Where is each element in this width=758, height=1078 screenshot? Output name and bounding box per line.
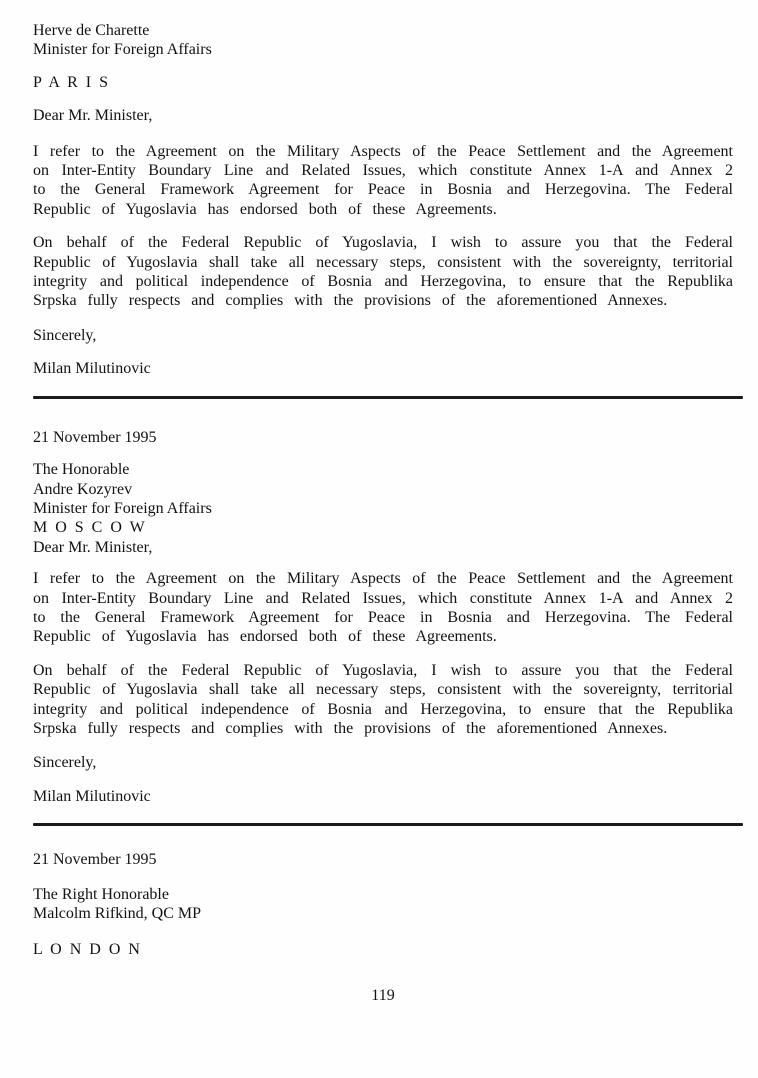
letter-moscow bbox=[33, 428, 733, 807]
recipient-title: Minister for Foreign Affairs bbox=[33, 41, 212, 59]
city-line: P A R I S bbox=[33, 73, 110, 91]
city-line: L O N D O N bbox=[33, 941, 142, 959]
page-number: 119 bbox=[371, 986, 395, 1004]
date-line: 21 November 1995 bbox=[33, 428, 157, 446]
recipient-name: Herve de Charette bbox=[33, 22, 150, 39]
recipient-block bbox=[33, 460, 733, 557]
body-paragraph: I refer to the Agreement on the Military Aspects of the Peace Settlement and the Agreement on Inter-Entity Boundary Line and Related Issues, which constitute Annex 1-A and Annex 2 to the General Framework Agreement for Peace in Bosnia and Herzegovina. The Federal Republic of Yugoslavia has endorsed both of these Agreements. bbox=[33, 142, 733, 218]
letter-paris bbox=[33, 21, 733, 379]
city-line: M O S C O W bbox=[33, 519, 147, 537]
letter-london bbox=[33, 850, 733, 960]
salutation: Dear Mr. Minister, bbox=[33, 107, 153, 125]
closing: Sincerely, bbox=[33, 326, 97, 344]
recipient-honorific: The Honorable bbox=[33, 461, 130, 479]
date-line: 21 November 1995 bbox=[33, 851, 157, 869]
body-paragraph: I refer to the Agreement on the Military Aspects of the Peace Settlement and the Agreement on Inter-Entity Boundary Line and Related Issues, which constitute Annex 1-A and Annex 2 to the General Framework Agreement for Peace in Bosnia and Herzegovina. The Federal Republic of Yugoslavia has endorsed both of these Agreements. bbox=[33, 570, 733, 646]
divider-rule bbox=[33, 823, 743, 826]
recipient-name: Malcolm Rifkind, QC MP bbox=[33, 905, 202, 922]
recipient-block bbox=[33, 885, 733, 924]
body-paragraph: On behalf of the Federal Republic of Yugoslavia, I wish to assure you that the Federal Republic of Yugoslavia shall take all necessary steps, consistent with the sovereignty, territorial integrity and political independence of Bosnia and Herzegovina, to ensure that the Republika Srpska fully respects and complies with the provisions of the aforementioned Annexes. bbox=[33, 661, 733, 737]
salutation: Dear Mr. Minister, bbox=[33, 538, 153, 556]
recipient-name: Andre Kozyrev bbox=[33, 480, 133, 498]
signature-name: Milan Milutinovic bbox=[33, 787, 151, 805]
recipient-block bbox=[33, 21, 733, 60]
signature-name: Milan Milutinovic bbox=[33, 360, 151, 378]
body-paragraph: On behalf of the Federal Republic of Yugoslavia, I wish to assure you that the Federal Republic of Yugoslavia shall take all necessary steps, consistent with the sovereignty, territorial integrity and political independence of Bosnia and Herzegovina, to ensure that the Republika Srpska fully respects and complies with the provisions of the aforementioned Annexes. bbox=[33, 234, 733, 310]
recipient-honorific: The Right Honorable bbox=[33, 885, 169, 903]
closing: Sincerely, bbox=[33, 754, 97, 772]
recipient-title: Minister for Foreign Affairs bbox=[33, 499, 212, 517]
divider-rule bbox=[33, 396, 743, 399]
